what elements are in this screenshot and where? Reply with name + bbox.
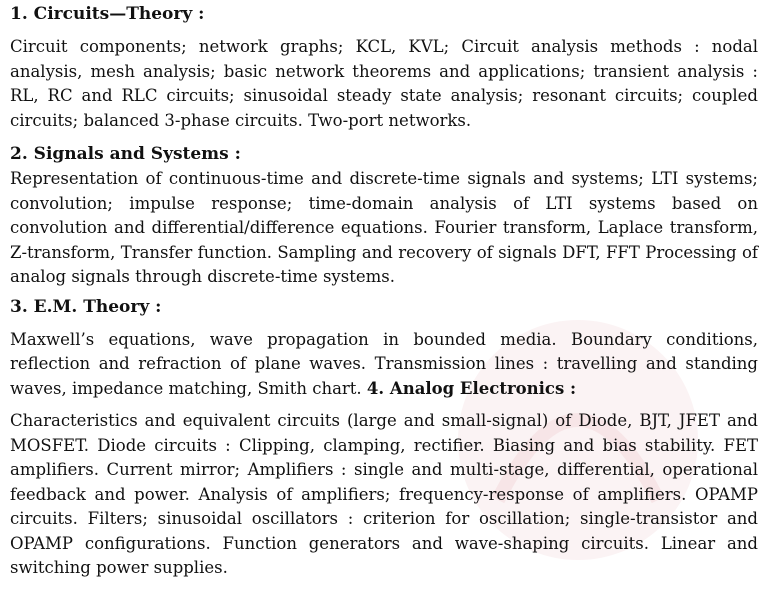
section-body-signals-systems: Representation of continuous-time and discrete-time signals and systems; LTI systems; convolution; impulse response; time-domain analysis of LTI systems based on convolution and differential/difference equations. Fourier transform, Laplace transform, Z-transform, Transfer function. Sampling and recovery of signals DFT, FFT Processing of analog signals through discrete-time systems. [10,169,758,286]
section-heading-analog-electronics: 4. Analog Electronics : [366,378,577,398]
section-body-circuits-theory: Circuit components; network graphs; KCL, KVL; Circuit analysis methods : nodal analysis, mesh analysis; basic network theorems and applications; transient analysis : RL, RC and RLC circuits; sinusoidal steady state analysis; resonant circuits; coupled circuits; balanced 3-phase circuits. Two-port networks. [10,37,758,130]
section-heading-em-theory: 3. E.M. Theory : [10,296,162,317]
section-heading-signals-systems: 2. Signals and Systems : [10,144,241,164]
section-heading-circuits-theory: 1. Circuits—Theory : [10,4,205,24]
document-page [10,0,758,581]
section-body-analog-electronics: Characteristics and equivalent circuits (large and small-signal) of Diode, BJT, JFET and MOSFET. Diode circuits : Clipping, clamping, rectifier. Biasing and bias stability. FET amplifiers. Current mirror; Amplifiers : single and multi-stage, differential, operational feedback and power. Analysis of amplifiers; frequency-response of amplifiers. OPAMP circuits. Filters; sinusoidal oscillators : criterion for oscillation; single-transistor and OPAMP configurations. Function generators and wave-shaping circuits. Linear and switching power supplies. [10,411,758,577]
em-theory-text: Maxwell’s equations, wave propagation in bounded media. Boundary conditions, reflection and refraction of plane waves. Transmission lines : travelling and standing waves, impedance matching, Smith chart. [10,329,758,398]
section-body-em-theory [10,328,758,402]
